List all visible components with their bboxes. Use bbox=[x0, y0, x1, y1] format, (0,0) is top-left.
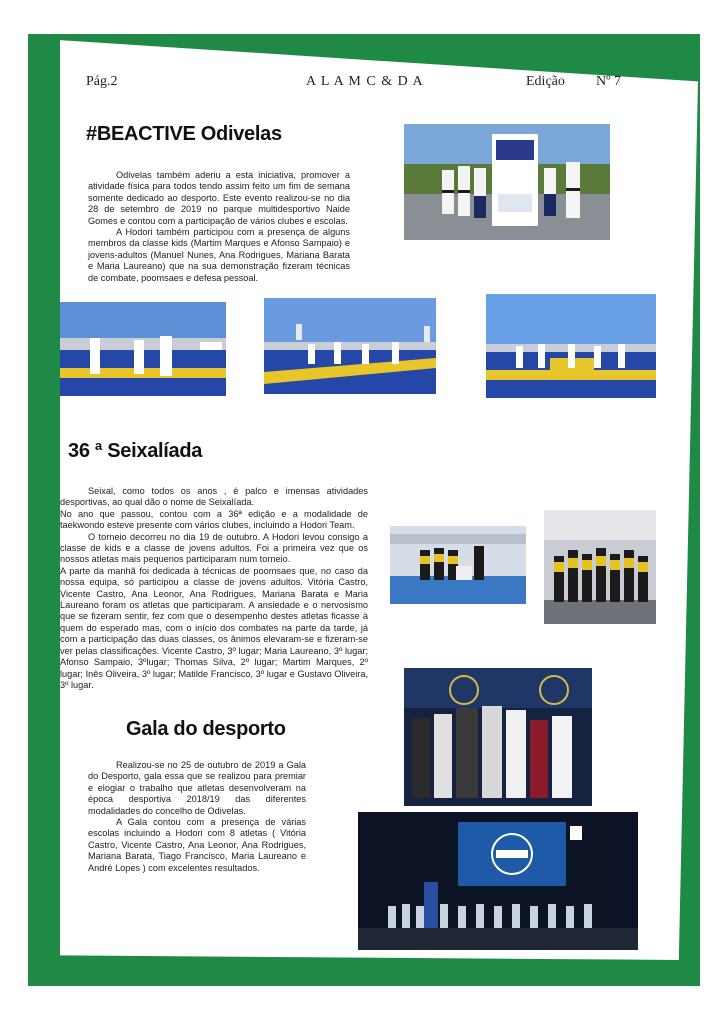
seixaliada-photo-1 bbox=[390, 526, 526, 604]
beactive-group-photo bbox=[404, 124, 610, 240]
seixaliada-paragraph-4: A parte da manhã foi dedicada à técnicas de poomsaes que, no caso da nossa equipa, só participou a classe de jovens adultos. Vitória Castro, Vicente Castro, Ana Leonor, Ana Rodrigues, Mariana Barata e Maria Laureano foram os atletas que participaram. A ansiedade e o nervosismo que se fizeram sentir, fez com que o desempenho destes atletas ficasse à quem do esperado mas, com o início dos combates na parte da tarde, já com a participação das duas classes, os ânimos elevaram-se e fizeram-se ver pelas classificações. Vicente Castro, 3º lugar; Maria Laureano, 3º lugar; Afonso Sampaio, 3ºlugar; Thomas Silva, 2º lugar; Martim Marques, 2º lugar; Inês Oliveira, 3º lugar; Matilde Francisco, 3º lugar e Gustavo Oliveira, 3º lugar. bbox=[60, 565, 368, 690]
beactive-paragraph-1: Odivelas também aderiu a esta iniciativa, promover a atividade física para todos tendo assim feito um fim de semana somente dedicado ao desporto. Este evento realizou-se no dia 28 de setembro de 2019 no parque multidesportivo Naide Gomes e contou com a participação de vários clubes e escolas. bbox=[88, 170, 350, 226]
beactive-title: #BEACTIVE Odivelas bbox=[86, 123, 282, 145]
edition-number: Nº 7 bbox=[596, 74, 621, 89]
gala-paragraph-2: A Gala contou com a presença de várias escolas incluindo a Hodori com 8 atletas ( Vitória Castro, Vicente Castro, Ana Leonor, Ana Rodrigues, Mariana Barata, Tiago Francisco, Maria Laureano e André Lopes ) com excelentes resultados. bbox=[88, 817, 306, 873]
seixaliada-paragraph-2: No ano que passou, contou com a 36ª edição e a modalidade de taekwondo esteve presente com vários clubes, incluindo a Hodori Team. bbox=[60, 508, 368, 531]
newsletter-title: A L A M C & D A bbox=[306, 74, 424, 89]
seixaliada-paragraph-3: O torneio decorreu no dia 19 de outubro. A Hodori levou consigo a classe de kids e a classe de jovens adultos. Foi a primeira vez que os nossos atletas mais pequenos participaram num torneio. bbox=[60, 531, 368, 565]
demo-photo-3 bbox=[486, 294, 656, 398]
seixaliada-photo-2 bbox=[544, 510, 656, 624]
seixaliada-title: 36 ª Seixalíada bbox=[68, 440, 203, 462]
beactive-paragraph-2: A Hodori também participou com a presença de alguns membros da classe kids (Martim Marques e Afonso Sampaio) e jovens-adultos (Manuel Nunes, Ana Rodrigues, Mariana Barata e Maria Laureano) que na sua demonstração fizeram técnicas de combate, poomsaes e defesa pessoal. bbox=[88, 227, 350, 283]
beactive-text bbox=[88, 170, 350, 284]
edition-label: Edição bbox=[526, 74, 565, 89]
gala-title: Gala do desporto bbox=[126, 718, 286, 740]
left-band bbox=[28, 34, 60, 986]
gala-athletes-photo bbox=[404, 668, 592, 806]
seixaliada-text bbox=[60, 486, 368, 691]
seixaliada-paragraph-1: Seixal, como todos os anos , é palco e imensas atividades desportivas, ao qual dão o nome de Seixalíada. bbox=[60, 486, 368, 508]
demo-photo-1 bbox=[60, 302, 226, 396]
page-number: Pág.2 bbox=[86, 74, 118, 89]
gala-text bbox=[88, 760, 306, 874]
gala-paragraph-1: Realizou-se no 25 de outubro de 2019 a Gala do Desporto, gala essa que se realizou para premiar e elogiar o trabalho que atletas desenvolveram na época desportiva 2018/19 das diferentes modalidades do concelho de Odivelas. bbox=[88, 760, 306, 816]
gala-stage-photo bbox=[358, 812, 638, 950]
demo-photo-2 bbox=[264, 298, 436, 394]
